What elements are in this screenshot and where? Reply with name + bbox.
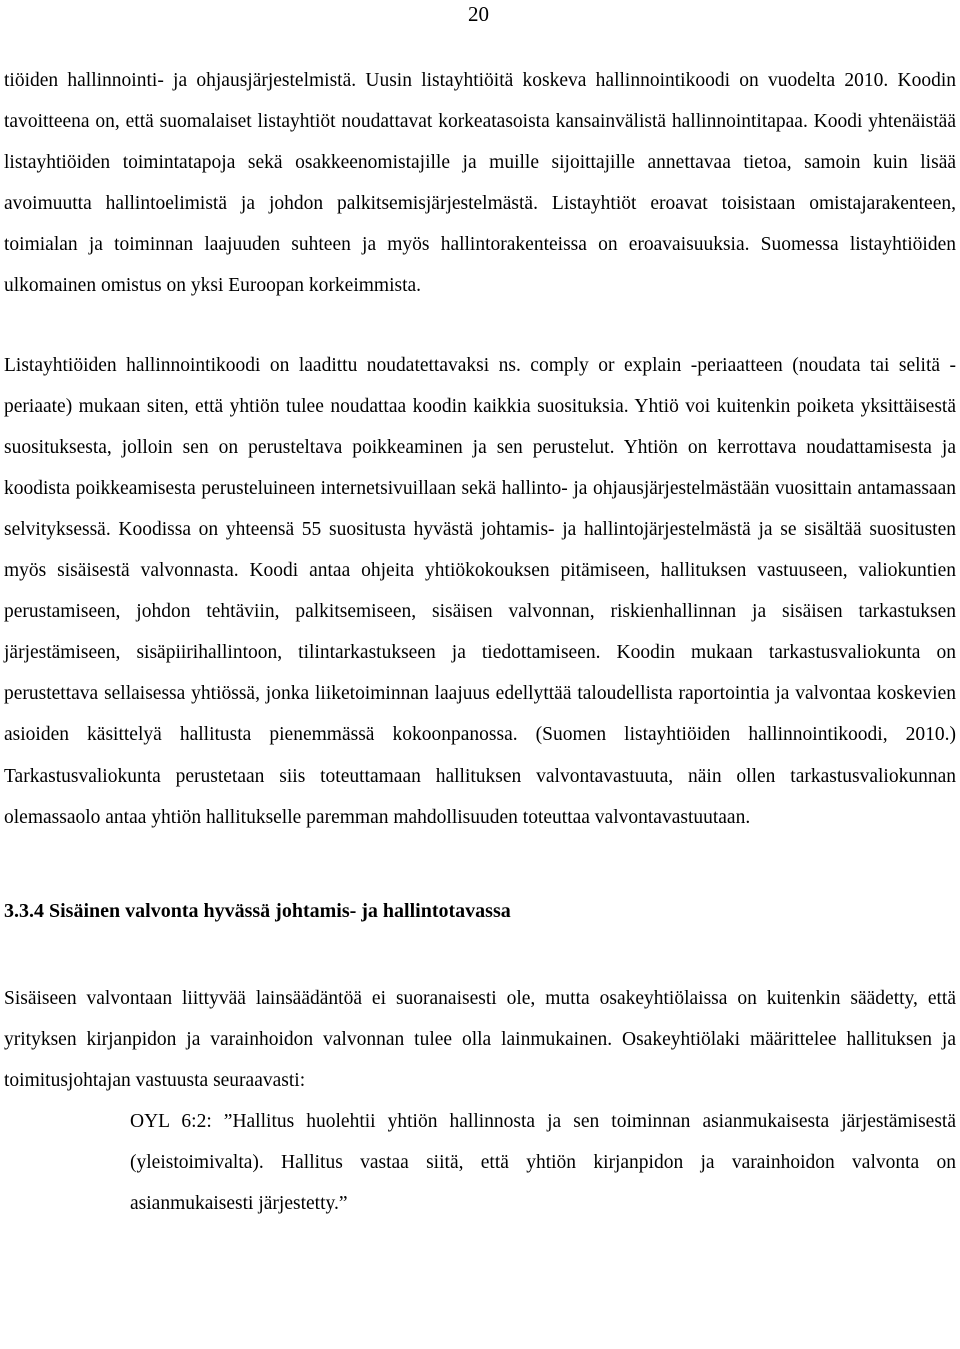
paragraph-spacer — [4, 307, 956, 345]
paragraph-comply-or-explain: Listayhtiöiden hallinnointikoodi on laadittu noudatettavaksi ns. comply or explain -periaatteen (noudata tai selitä -periaate) mukaan siten, että yhtiön tulee noudattaa koodin kaikkia suosituksia. Yhtiö voi kuitenkin poiketa yksittäisestä suosituksesta, jolloin sen on perusteltava poikkeaminen ja sen perustelut. Yhtiön on kerrottava noudattamisesta ja koodista poikkeamisesta perusteluineen internetsivuillaan sekä hallinto- ja ohjausjärjestelmästään vuosittain antamassaan selvityksessä. Koodissa on yhteensä 55 suositusta hyvästä johtamis- ja hallintojärjestelmästä ja se sisältää suositusten myös sisäisestä valvonnasta. Koodi antaa ohjeita yhtiökokouksen pitämiseen, hallituksen vastuuseen, valiokuntien perustamiseen, johdon tehtäviin, palkitsemiseen, sisäisen valvonnan, riskienhallinnan ja sisäisen tarkastuksen järjestämiseen, sisäpiirihallintoon, tilintarkastukseen ja tiedottamiseen. Koodin mukaan tarkastusvaliokunta on perustettava sellaisessa yhtiössä, jonka liiketoiminnan laajuus edellyttää taloudellista raportointia ja valvontaa koskevien asioiden käsittelyä hallitusta pienemmässä kokoonpanossa. (Suomen listayhtiöiden hallinnointikoodi, 2010.) Tarkastusvaliokunta perustetaan siis toteuttamaan hallituksen valvontavastuuta, näin ollen tarkastusvaliokunnan olemassaolo antaa yhtiön hallitukselle paremman mahdollisuuden toteuttaa valvontavastuutaan. — [4, 354, 956, 828]
heading-spacer — [4, 926, 956, 978]
page-number: 20 — [468, 2, 489, 26]
document-body — [4, 60, 956, 1224]
section-spacer — [4, 838, 956, 896]
section-heading: 3.3.4 Sisäinen valvonta hyvässä johtamis- ja hallintotavassa — [4, 899, 511, 922]
paragraph-internal-control: Sisäiseen valvontaan liittyvää lainsäädäntöä ei suoranaisesti ole, mutta osakeyhtiölaissa on kuitenkin säädetty, että yrityksen kirjanpidon ja varainhoidon valvonnan tulee olla lainmukainen. Osakeyhtiölaki määrittelee hallituksen ja toimitusjohtajan vastuusta seuraavasti: — [4, 987, 956, 1091]
law-quote: OYL 6:2: ”Hallitus huolehtii yhtiön hallinnosta ja sen toiminnan asianmukaisesta järjestämisestä (yleistoimivalta). Hallitus vastaa siitä, että yhtiön kirjanpidon ja varainhoidon valvonta on asianmukaisesti järjestetty.” — [130, 1110, 956, 1215]
paragraph-governance-code: tiöiden hallinnointi- ja ohjausjärjestelmistä. Uusin listayhtiöitä koskeva hallinnointikoodi on vuodelta 2010. Koodin tavoitteena on, että suomalaiset listayhtiöt noudattavat korkeatasoista kansainvälistä hallinnointitapaa. Koodi yhtenäistää listayhtiöiden toimintatapoja sekä osakkeenomistajille ja muille sijoittajille annettavaa tietoa, samoin kuin lisää avoimuutta hallintoelimistä ja johdon palkitsemisjärjestelmästä. Listayhtiöt eroavat toisistaan omistajarakenteen, toimialan ja toiminnan laajuuden suhteen ja myös hallintorakenteissa on eroavaisuuksia. Suomessa listayhtiöiden ulkomainen omistus on yksi Euroopan korkeimmista. — [4, 70, 956, 297]
